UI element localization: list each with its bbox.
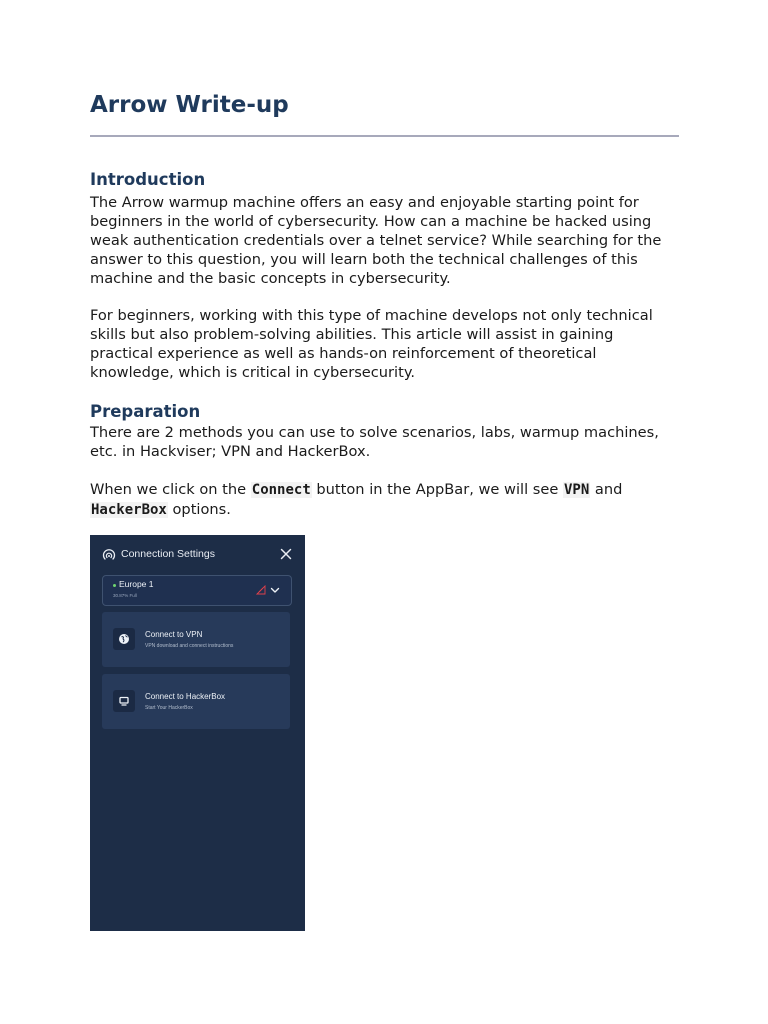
connect-text-3: and (590, 481, 623, 498)
panel-title: Connection Settings (121, 548, 215, 560)
server-select[interactable] (102, 575, 292, 606)
signal-warning-icon (256, 585, 266, 595)
connect-paragraph (90, 480, 680, 520)
server-load: 30.87% Full (113, 593, 137, 598)
connect-vpn-card[interactable] (102, 612, 290, 667)
intro-paragraph-2: For beginners, working with this type of machine develops not only technical skills but also problem-solving abilities. This article will assist in gaining practical experience as well as hands-on reinforcement of theoretical knowledge, which is critical in cybersecurity. (90, 307, 653, 381)
vpn-card-subtitle: VPN download and connect instructions (145, 643, 234, 649)
section-heading-introduction: Introduction (90, 170, 206, 189)
page-title: Arrow Write-up (90, 92, 289, 118)
hackerbox-card-title: Connect to HackerBox (145, 692, 226, 701)
vpn-card-title: Connect to VPN (145, 630, 203, 639)
broadcast-icon (102, 548, 116, 562)
connection-settings-screenshot (90, 535, 305, 931)
vpn-icon-box (113, 628, 135, 650)
code-hackerbox: HackerBox (91, 502, 167, 518)
intro-paragraph-1: The Arrow warmup machine offers an easy and enjoyable starting point for beginners in the world of cybersecurity. How can a machine be hacked using weak authentication credentials over a telnet service? While searching for the answer to this question, you will learn both the technical challenges of this machine and the basic concepts in cybersecurity. (90, 194, 662, 287)
connect-text-2: button in the AppBar, we will see (311, 481, 563, 498)
code-connect: Connect (251, 482, 311, 498)
section-heading-preparation: Preparation (90, 402, 201, 421)
title-divider (90, 135, 679, 137)
connect-hackerbox-card[interactable] (102, 674, 290, 729)
hackerbox-card-subtitle: Start Your HackerBox (145, 705, 193, 711)
hackerbox-icon-box (113, 690, 135, 712)
connect-text-1: When we click on the (90, 481, 251, 498)
server-name: Europe 1 (119, 579, 154, 589)
connect-text-4: options. (167, 501, 231, 518)
code-vpn: VPN (563, 482, 590, 498)
preparation-paragraph: There are 2 methods you can use to solve scenarios, labs, warmup machines, etc. in Hackviser; VPN and HackerBox. (90, 424, 659, 460)
server-status-dot (113, 584, 116, 587)
panel-header (102, 547, 293, 563)
monitor-icon (118, 695, 130, 707)
chevron-down-icon (270, 585, 280, 595)
close-icon[interactable] (279, 547, 293, 561)
globe-icon (118, 633, 130, 645)
